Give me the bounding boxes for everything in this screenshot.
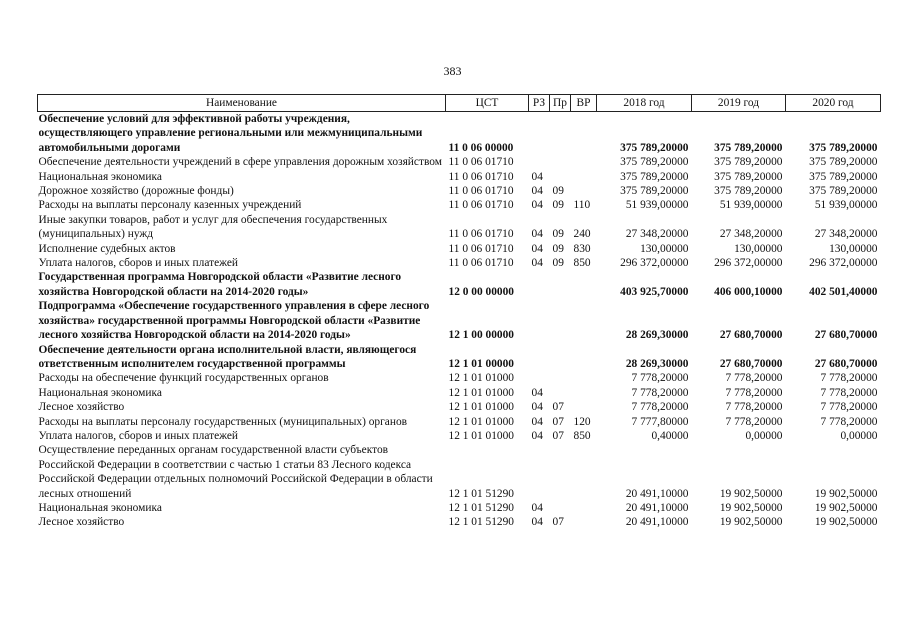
cell-vr: 120: [573, 415, 591, 428]
cell-vr: 240: [573, 228, 591, 241]
cell-pr: [550, 270, 571, 299]
cell-2018: 51 939,00000: [625, 199, 689, 212]
cell-2018: 28 269,30000: [625, 329, 689, 342]
cell-2019: 130,00000: [734, 242, 783, 255]
cell-2020: 51 939,00000: [814, 199, 878, 212]
cell-2020: 27 680,70000: [814, 329, 878, 342]
cell-2018: 20 491,10000: [625, 501, 689, 514]
cell-name: Исполнение судебных актов: [38, 242, 176, 255]
cell-name: Расходы на выплаты персоналу государственных (муниципальных) органов: [38, 415, 408, 428]
table-row: [38, 242, 881, 256]
table-row: [38, 443, 881, 501]
header-vr: ВР: [571, 95, 597, 112]
cell-2020: 375 789,20000: [809, 156, 878, 169]
header-2018: 2018 год: [597, 95, 692, 112]
cell-2020: 19 902,50000: [814, 501, 878, 514]
table-row: [38, 299, 881, 342]
cell-2019: 296 372,00000: [714, 257, 783, 270]
cell-2019: 27 348,20000: [719, 228, 783, 241]
cell-cst: 12 0 00 00000: [448, 285, 514, 298]
cell-cst: 12 1 01 51290: [448, 501, 514, 514]
cell-vr: [571, 386, 597, 400]
table-row: [38, 400, 881, 414]
header-cst: ЦСТ: [446, 95, 529, 112]
cell-2020: 27 348,20000: [814, 228, 878, 241]
page-number: 383: [443, 64, 462, 78]
table-row: [38, 184, 881, 198]
cell-rz: 04: [531, 228, 543, 241]
cell-name: Обеспечение условий для эффективной работы учреждения, осуществляющего управление региональными или межмуниципальными автомобильными дорогами: [38, 113, 423, 154]
cell-cst: 12 1 01 00000: [448, 357, 514, 370]
table-row: [38, 515, 881, 529]
header-rz: РЗ: [529, 95, 550, 112]
cell-name: Обеспечение деятельности учреждений в сфере управления дорожным хозяйством: [38, 156, 442, 169]
cell-name: Подпрограмма «Обеспечение государственного управления в сфере лесного хозяйства» государственной программы Новгородской области «Развитие лесного хозяйства Новгородской области на 2014-2020 годы»: [38, 300, 430, 342]
cell-pr: 07: [552, 516, 564, 529]
cell-name: Иные закупки товаров, работ и услуг для обеспечения государственных (муниципальных) нужд: [38, 213, 388, 241]
cell-2019: 406 000,10000: [714, 285, 783, 298]
cell-pr: 07: [552, 401, 564, 414]
cell-cst: 11 0 06 01710: [448, 228, 514, 241]
cell-cst: 11 0 06 01710: [448, 242, 514, 255]
cell-2019: 19 902,50000: [719, 501, 783, 514]
table-row: [38, 343, 881, 372]
table-row: [38, 213, 881, 242]
cell-vr: [571, 170, 597, 184]
cell-vr: [571, 443, 597, 501]
cell-rz: [529, 155, 550, 169]
table-body: [38, 112, 881, 530]
cell-rz: [529, 343, 550, 372]
table-row: [38, 170, 881, 184]
cell-2018: 7 778,20000: [631, 386, 689, 399]
cell-name: Расходы на обеспечение функций государственных органов: [38, 372, 329, 385]
cell-rz: [529, 443, 550, 501]
cell-name: Государственная программа Новгородской области «Развитие лесного хозяйства Новгородской области на 2014-2020 годы»: [38, 271, 402, 298]
cell-cst: 11 0 06 01710: [448, 199, 514, 212]
cell-2018: 7 777,80000: [631, 415, 689, 428]
cell-2020: 130,00000: [829, 242, 878, 255]
cell-pr: [550, 443, 571, 501]
cell-2020: 375 789,20000: [809, 141, 878, 154]
cell-pr: [550, 170, 571, 184]
cell-pr: 09: [552, 257, 564, 270]
cell-2018: 375 789,20000: [620, 141, 689, 154]
header-pr: Пр: [550, 95, 571, 112]
cell-pr: [550, 112, 571, 156]
cell-vr: [571, 501, 597, 515]
cell-rz: 04: [531, 429, 543, 442]
cell-pr: [550, 386, 571, 400]
cell-rz: 04: [531, 199, 543, 212]
cell-2018: 130,00000: [640, 242, 689, 255]
table-row: [38, 155, 881, 169]
cell-cst: 12 1 01 51290: [448, 516, 514, 529]
cell-2019: 19 902,50000: [719, 487, 783, 500]
cell-2020: 7 778,20000: [820, 401, 878, 414]
cell-2018: 375 789,20000: [620, 170, 689, 183]
cell-2018: 375 789,20000: [620, 156, 689, 169]
header-name: Наименование: [38, 95, 446, 112]
cell-vr: 830: [573, 242, 591, 255]
cell-pr: 09: [552, 185, 564, 198]
cell-name: Дорожное хозяйство (дорожные фонды): [38, 185, 234, 198]
cell-2018: 403 925,70000: [620, 285, 689, 298]
cell-name: Лесное хозяйство: [38, 516, 125, 529]
cell-2019: 27 680,70000: [719, 357, 783, 370]
cell-cst: 12 1 01 01000: [448, 415, 514, 428]
cell-rz: 04: [531, 242, 543, 255]
cell-rz: 04: [531, 501, 543, 514]
cell-pr: [550, 155, 571, 169]
cell-2019: 375 789,20000: [714, 156, 783, 169]
cell-2018: 20 491,10000: [625, 487, 689, 500]
cell-vr: 110: [573, 199, 591, 212]
cell-2018: 375 789,20000: [620, 185, 689, 198]
header-2020: 2020 год: [786, 95, 881, 112]
cell-cst: 12 1 01 01000: [448, 401, 514, 414]
table-row: [38, 256, 881, 270]
cell-cst: 11 0 06 01710: [448, 156, 514, 169]
cell-cst: 12 1 01 01000: [448, 429, 514, 442]
cell-vr: [571, 343, 597, 372]
cell-pr: 09: [552, 199, 564, 212]
cell-2020: 7 778,20000: [820, 372, 878, 385]
table-row: [38, 371, 881, 385]
cell-2020: 296 372,00000: [809, 257, 878, 270]
cell-rz: 04: [531, 516, 543, 529]
cell-cst: 11 0 06 01710: [448, 257, 514, 270]
cell-cst: 11 0 06 01710: [448, 185, 514, 198]
cell-2019: 375 789,20000: [714, 141, 783, 154]
cell-2019: 7 778,20000: [725, 372, 783, 385]
cell-rz: 04: [531, 257, 543, 270]
cell-pr: 07: [552, 415, 564, 428]
cell-2020: 27 680,70000: [814, 357, 878, 370]
table-row: [38, 198, 881, 212]
cell-name: Расходы на выплаты персоналу казенных учреждений: [38, 199, 302, 212]
cell-pr: 09: [552, 228, 564, 241]
cell-cst: 11 0 06 01710: [448, 170, 514, 183]
cell-vr: [571, 270, 597, 299]
cell-pr: [550, 501, 571, 515]
cell-2020: 402 501,40000: [809, 285, 878, 298]
cell-cst: 12 1 01 01000: [448, 372, 514, 385]
cell-2019: 27 680,70000: [719, 329, 783, 342]
cell-rz: [529, 112, 550, 156]
cell-vr: [571, 299, 597, 342]
cell-2018: 27 348,20000: [625, 228, 689, 241]
cell-2019: 375 789,20000: [714, 185, 783, 198]
cell-name: Национальная экономика: [38, 501, 162, 514]
cell-2020: 7 778,20000: [820, 386, 878, 399]
cell-pr: 09: [552, 242, 564, 255]
table-row: [38, 429, 881, 443]
cell-vr: [571, 515, 597, 529]
cell-name: Национальная экономика: [38, 386, 162, 399]
cell-2020: 375 789,20000: [809, 170, 878, 183]
cell-vr: 850: [573, 257, 591, 270]
header-2019: 2019 год: [692, 95, 786, 112]
cell-2019: 7 778,20000: [725, 415, 783, 428]
cell-rz: [529, 371, 550, 385]
cell-2020: 19 902,50000: [814, 487, 878, 500]
table-header: [38, 95, 881, 112]
cell-rz: [529, 299, 550, 342]
cell-2018: 296 372,00000: [620, 257, 689, 270]
cell-2019: 0,00000: [745, 429, 783, 442]
cell-vr: [571, 371, 597, 385]
cell-vr: [571, 184, 597, 198]
cell-pr: [550, 343, 571, 372]
cell-cst: 11 0 06 00000: [448, 141, 514, 154]
cell-cst: 12 1 01 01000: [448, 386, 514, 399]
cell-name: Уплата налогов, сборов и иных платежей: [38, 429, 238, 442]
cell-2020: 375 789,20000: [809, 185, 878, 198]
cell-2020: 19 902,50000: [814, 516, 878, 529]
cell-vr: [571, 112, 597, 156]
cell-pr: [550, 299, 571, 342]
table-row: [38, 112, 881, 156]
table-row: [38, 501, 881, 515]
cell-2020: 0,00000: [840, 429, 878, 442]
cell-pr: [550, 371, 571, 385]
cell-2019: 19 902,50000: [719, 516, 783, 529]
cell-name: Обеспечение деятельности органа исполнительной власти, являющегося ответственным исполнителем государственной программы: [38, 343, 417, 370]
cell-vr: [571, 400, 597, 414]
cell-cst: 12 1 00 00000: [448, 329, 514, 342]
cell-rz: 04: [531, 401, 543, 414]
cell-2018: 7 778,20000: [631, 401, 689, 414]
cell-name: Уплата налогов, сборов и иных платежей: [38, 257, 238, 270]
cell-2018: 0,40000: [651, 429, 689, 442]
table-row: [38, 386, 881, 400]
cell-pr: 07: [552, 429, 564, 442]
cell-rz: [529, 270, 550, 299]
budget-table: [37, 94, 881, 530]
cell-vr: 850: [573, 429, 591, 442]
cell-rz: 04: [531, 185, 543, 198]
cell-2020: 7 778,20000: [820, 415, 878, 428]
cell-2018: 28 269,30000: [625, 357, 689, 370]
cell-vr: [571, 155, 597, 169]
cell-2019: 375 789,20000: [714, 170, 783, 183]
cell-name: Лесное хозяйство: [38, 401, 125, 414]
cell-name: Национальная экономика: [38, 170, 162, 183]
cell-rz: 04: [531, 386, 543, 399]
cell-2019: 7 778,20000: [725, 386, 783, 399]
cell-2019: 7 778,20000: [725, 401, 783, 414]
cell-2018: 7 778,20000: [631, 372, 689, 385]
cell-rz: 04: [531, 415, 543, 428]
cell-2018: 20 491,10000: [625, 516, 689, 529]
cell-2019: 51 939,00000: [719, 199, 783, 212]
table-row: [38, 415, 881, 429]
table-row: [38, 270, 881, 299]
cell-rz: 04: [531, 170, 543, 183]
cell-name: Осуществление переданных органам государственной власти субъектов Российской Федерации в соответствии с частью 1 статьи 83 Лесного кодекса Российской Федерации отдельных полномочий Российской Федерации в области лесных отношений: [38, 444, 433, 500]
cell-cst: 12 1 01 51290: [448, 487, 514, 500]
